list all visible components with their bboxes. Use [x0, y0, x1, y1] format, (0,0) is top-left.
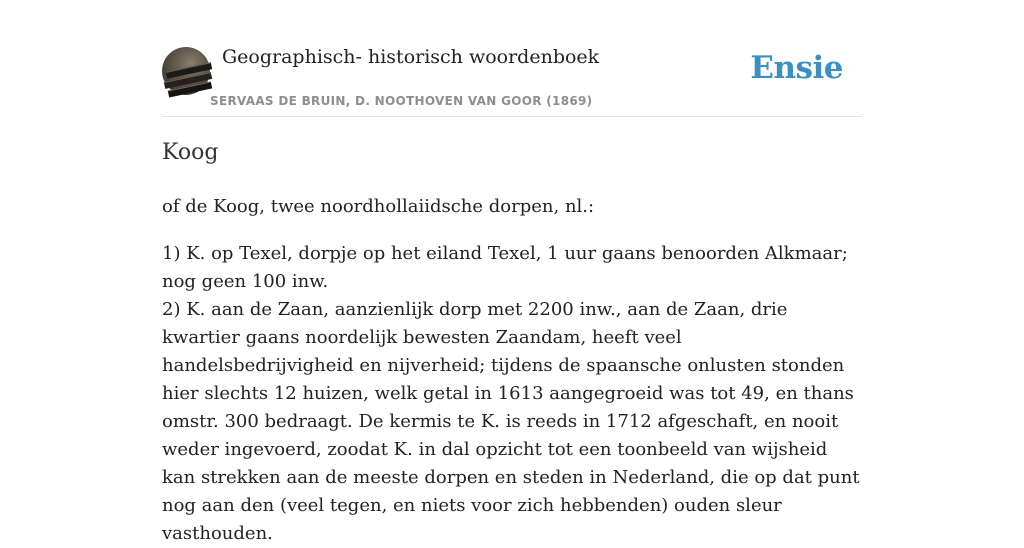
entry-intro: of de Koog, twee noordhollaiidsche dorpen, nl.: — [162, 196, 595, 217]
book-cover-avatar[interactable] — [162, 47, 210, 95]
ensie-logo-link[interactable]: Ensie — [750, 50, 843, 86]
entry-body — [162, 193, 862, 548]
entry-title: Koog — [162, 140, 219, 165]
book-header — [162, 0, 862, 117]
entry-item-1: 1) K. op Texel, dorpje op het eiland Texel, 1 uur gaans benoorden Alkmaar; nog geen 100 inw. — [162, 243, 848, 292]
book-title-link[interactable]: Geographisch- historisch woordenboek — [222, 46, 600, 68]
book-authors: SERVAAS DE BRUIN, D. NOOTHOVEN VAN GOOR (1869) — [210, 94, 593, 108]
entry-item-2: 2) K. aan de Zaan, aanzienlijk dorp met 2200 inw., aan de Zaan, drie kwartier gaans noordelijk bewesten Zaandam, heeft veel handelsbedrijvigheid en nijverheid; tijdens de spaansche onlusten stonden hier slechts 12 huizen, welk getal in 1613 aangegroeid was tot 49, en thans omstr. 300 bedraagt. De kermis te K. is reeds in 1712 afgeschaft, en nooit weder ingevoerd, zoodat K. in dal opzicht tot een toonbeeld van wijsheid kan strekken aan de meeste dorpen en steden in Nederland, die op dat punt nog aan den (veel tegen, en niets voor zich hebbenden) ouden sleur vasthouden. — [162, 299, 860, 544]
